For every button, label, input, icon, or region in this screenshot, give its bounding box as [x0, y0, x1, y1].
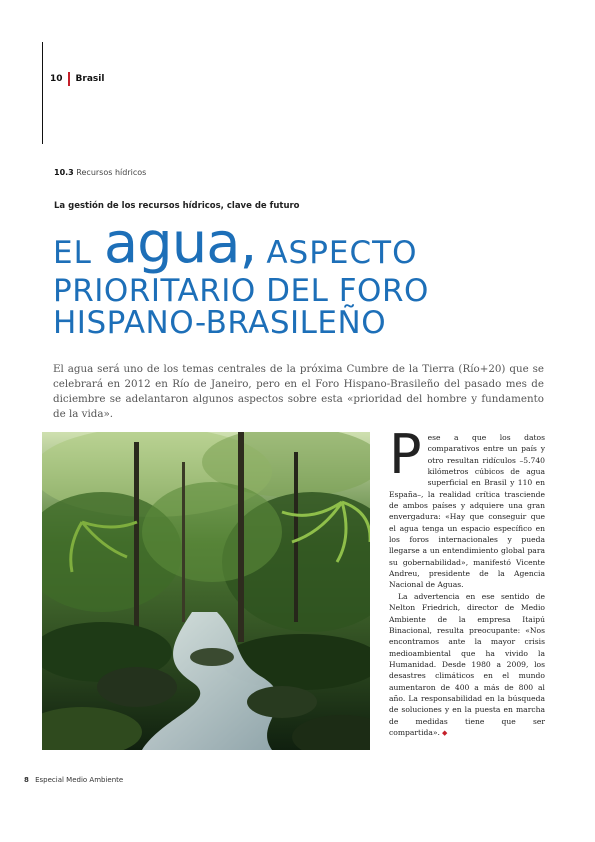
section-name: Recursos hídricos — [76, 168, 147, 177]
header-vertical-rule — [42, 42, 43, 144]
lead-paragraph: El agua será uno de los temas centrales de la próxima Cumbre de la Tierra (Río+20) que se celebrará en 2012 en Río de Janeiro, pero en el Foro Hispano-Brasileño del pasado mes de diciembre se adelantaron algunos aspectos sobre esta «prioridad del hombre y fundamento de la vida». — [53, 363, 544, 420]
headline — [53, 210, 563, 341]
drop-cap: P — [389, 423, 422, 486]
page-footer — [24, 776, 123, 784]
rainforest-stream-photo — [42, 432, 370, 750]
article-body — [389, 423, 545, 739]
kicker: La gestión de los recursos hídricos, clave de futuro — [54, 201, 300, 211]
section-label — [54, 168, 146, 177]
headline-line-2: PRIORITARIO DEL FORO — [53, 273, 429, 309]
headline-post: ASPECTO — [266, 235, 418, 271]
headline-highlight: agua, — [103, 210, 257, 276]
page-header — [50, 72, 104, 86]
body-paragraph-1-text: ese a que los datos comparativos entre un país y otro resultan ridículos –5.740 kilómetros cúbicos de agua superficial en Brasil y 110 en España–, la realidad crítica trasciende de ambos países y adquiere una gran envergadura: «Hay que conseguir que el agua tenga un espacio específico en los foros internacionales y pueda llegarse a un entendimiento global para su gobernabilidad», manifestó Vicente Andreu, presidente de la Agencia Nacional de Aguas. — [389, 433, 545, 590]
body-paragraph-2-text: La advertencia en ese sentido de Nelton Friedrich, director de Medio Ambiente de la empresa Itaipú Binacional, resulta preocupante: «Nos encontramos ante la mayor crisis medioambiental que ha vivido la Humanidad. Desde 1980 a 2009, los desastres climáticos en el mundo aumentaron de 400 a más de 800 al año. La responsabilidad en la búsqueda de soluciones y en la puesta en marcha de medidas tiene que ser compartida». — [389, 591, 545, 737]
end-mark-icon: ◆ — [441, 728, 448, 737]
footer-publication: Especial Medio Ambiente — [35, 776, 124, 784]
headline-line-1 — [53, 210, 563, 276]
footer-page-number: 8 — [24, 776, 29, 784]
section-number: 10.3 — [54, 168, 74, 177]
body-paragraph-2 — [389, 591, 545, 739]
header-page-number: 10 — [50, 74, 63, 84]
headline-line-3: HISPANO-BRASILEÑO — [53, 305, 387, 341]
header-section: Brasil — [75, 74, 105, 84]
header-red-bar — [68, 72, 70, 86]
headline-pre: EL — [53, 235, 92, 271]
body-paragraph-1 — [389, 423, 545, 591]
